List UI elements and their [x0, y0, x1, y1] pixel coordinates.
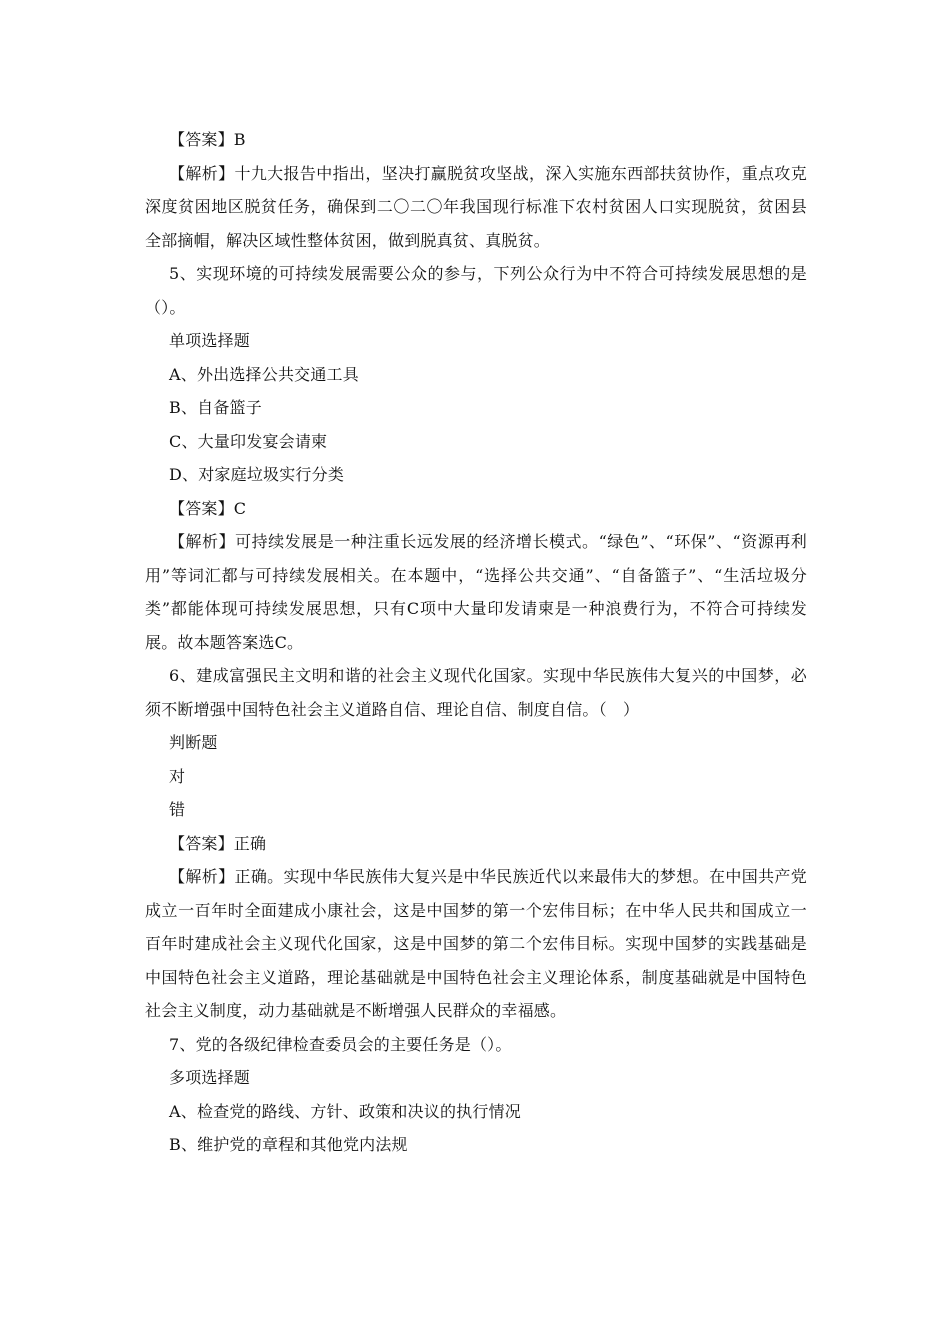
- explanation-q4: 【解析】十九大报告中指出，坚决打赢脱贫攻坚战，深入实施东西部扶贫协作，重点攻克深度贫困地区脱贫任务，确保到二〇二〇年我国现行标准下农村贫困人口实现脱贫，贫困县全部摘帽，解决区域性整体贫困，做到脱真贫、真脱贫。: [145, 163, 807, 250]
- option-d-q5: D、对家庭垃圾实行分类: [169, 465, 345, 484]
- answer-label-q4: 【答案】B: [169, 130, 246, 149]
- question-type-q5: 单项选择题: [169, 331, 251, 350]
- question-7: 7、党的各级纪律检查委员会的主要任务是（）。: [169, 1034, 512, 1054]
- option-c-q5: C、大量印发宴会请柬: [169, 431, 328, 451]
- answer-label-q5: 【答案】C: [169, 498, 247, 518]
- question-type-q6: 判断题: [169, 733, 218, 752]
- option-a-q7: A、检查党的路线、方针、政策和决议的执行情况: [169, 1101, 521, 1121]
- option-b-q5: B、自备篮子: [169, 398, 262, 417]
- explanation-q5: 【解析】可持续发展是一种注重长远发展的经济增长模式。“绿色”、“环保”、“资源再利用”等词汇都与可持续发展相关。在本题中，“选择公共交通”、“自备篮子”、“生活垃圾分类”都能体现可持续发展思想，只有C项中大量印发请柬是一种浪费行为，不符合可持续发展。故本题答案选C。: [145, 532, 807, 652]
- option-b-q7: B、维护党的章程和其他党内法规: [169, 1135, 408, 1154]
- document-body: [145, 123, 807, 1162]
- question-5: 5、实现环境的可持续发展需要公众的参与，下列公众行为中不符合可持续发展思想的是（）。: [145, 264, 807, 317]
- option-false-q6: 错: [169, 800, 186, 819]
- answer-label-q6: 【答案】正确: [169, 833, 267, 853]
- question-6: 6、建成富强民主文明和谐的社会主义现代化国家。实现中华民族伟大复兴的中国梦，必须不断增强中国特色社会主义道路自信、理论自信、制度自信。（ ）: [145, 666, 807, 719]
- explanation-q6: 【解析】正确。实现中华民族伟大复兴是中华民族近代以来最伟大的梦想。在中国共产党成立一百年时全面建成小康社会，这是中国梦的第一个宏伟目标；在中华人民共和国成立一百年时建成社会主义现代化国家，这是中国梦的第二个宏伟目标。实现中国梦的实践基础是中国特色社会主义道路，理论基础就是中国特色社会主义理论体系，制度基础就是中国特色社会主义制度，动力基础就是不断增强人民群众的幸福感。: [145, 867, 807, 1020]
- option-a-q5: A、外出选择公共交通工具: [169, 364, 359, 384]
- question-type-q7: 多项选择题: [169, 1068, 251, 1087]
- option-true-q6: 对: [169, 766, 186, 786]
